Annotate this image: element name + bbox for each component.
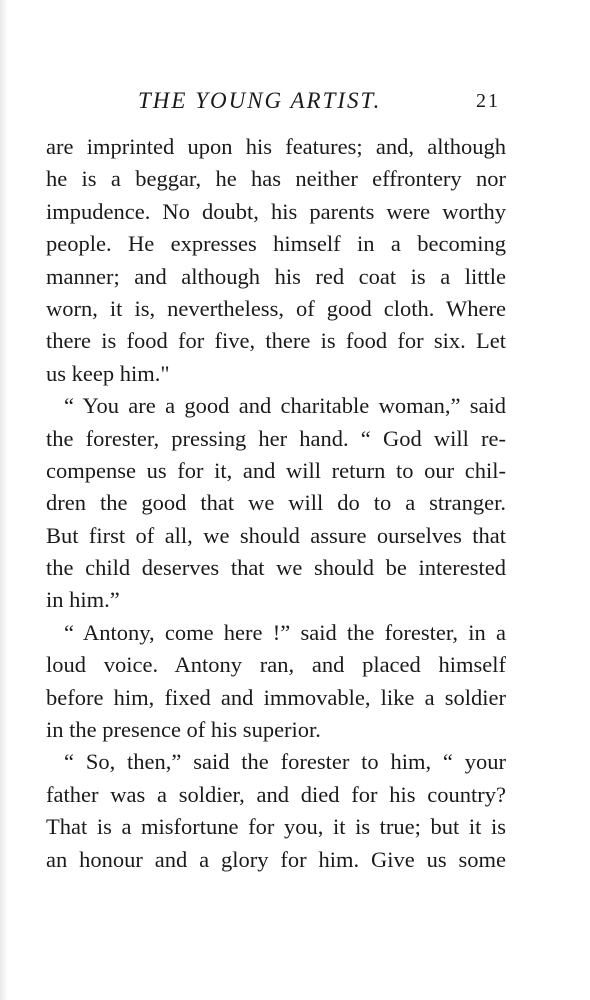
text-line: there is food for five, there is food for six. Let bbox=[46, 328, 506, 354]
text-line: people. He expresses himself in a becoming bbox=[46, 231, 506, 257]
paragraph-end-line: in him.” bbox=[46, 587, 120, 613]
text-line: That is a misfortune for you, it is true; but it is bbox=[46, 814, 506, 840]
text-line: he is a beggar, he has neither effrontery nor bbox=[46, 166, 506, 192]
text-line: compense us for it, and will return to our chil- bbox=[46, 457, 506, 483]
paragraph-start-line: “ Antony, come here !” said the forester, in a bbox=[64, 619, 506, 645]
text-line: are imprinted upon his features; and, although bbox=[46, 134, 506, 159]
text-line: father was a soldier, and died for his country? bbox=[46, 781, 506, 807]
running-head-title: THE YOUNG ARTIST. bbox=[138, 88, 382, 113]
text-line: an honour and a glory for him. Give us some bbox=[46, 846, 506, 872]
text-line: impudence. No doubt, his parents were worthy bbox=[46, 198, 506, 224]
body-text bbox=[46, 131, 506, 876]
text-line: the forester, pressing her hand. “ God will re- bbox=[46, 425, 506, 451]
text-line: the child deserves that we should be interested bbox=[46, 555, 506, 581]
paragraph-end-line: in the presence of his superior. bbox=[46, 717, 321, 743]
page-number: 21 bbox=[476, 90, 500, 112]
text-line: But first of all, we should assure ourselves that bbox=[46, 522, 506, 548]
paragraph-end-line: us keep him." bbox=[46, 360, 170, 386]
text-line: loud voice. Antony ran, and placed himself bbox=[46, 652, 506, 678]
paragraph-start-line: “ You are a good and charitable woman,” said bbox=[64, 393, 506, 419]
text-line: dren the good that we will do to a stranger. bbox=[46, 490, 506, 516]
running-head bbox=[0, 88, 590, 118]
text-line: before him, fixed and immovable, like a soldier bbox=[46, 684, 506, 710]
text-line: manner; and although his red coat is a little bbox=[46, 263, 506, 289]
paragraph-start-line: “ So, then,” said the forester to him, “ your bbox=[64, 749, 506, 775]
page-edge-shadow bbox=[0, 0, 8, 1000]
text-line: worn, it is, nevertheless, of good cloth. Where bbox=[46, 295, 506, 321]
